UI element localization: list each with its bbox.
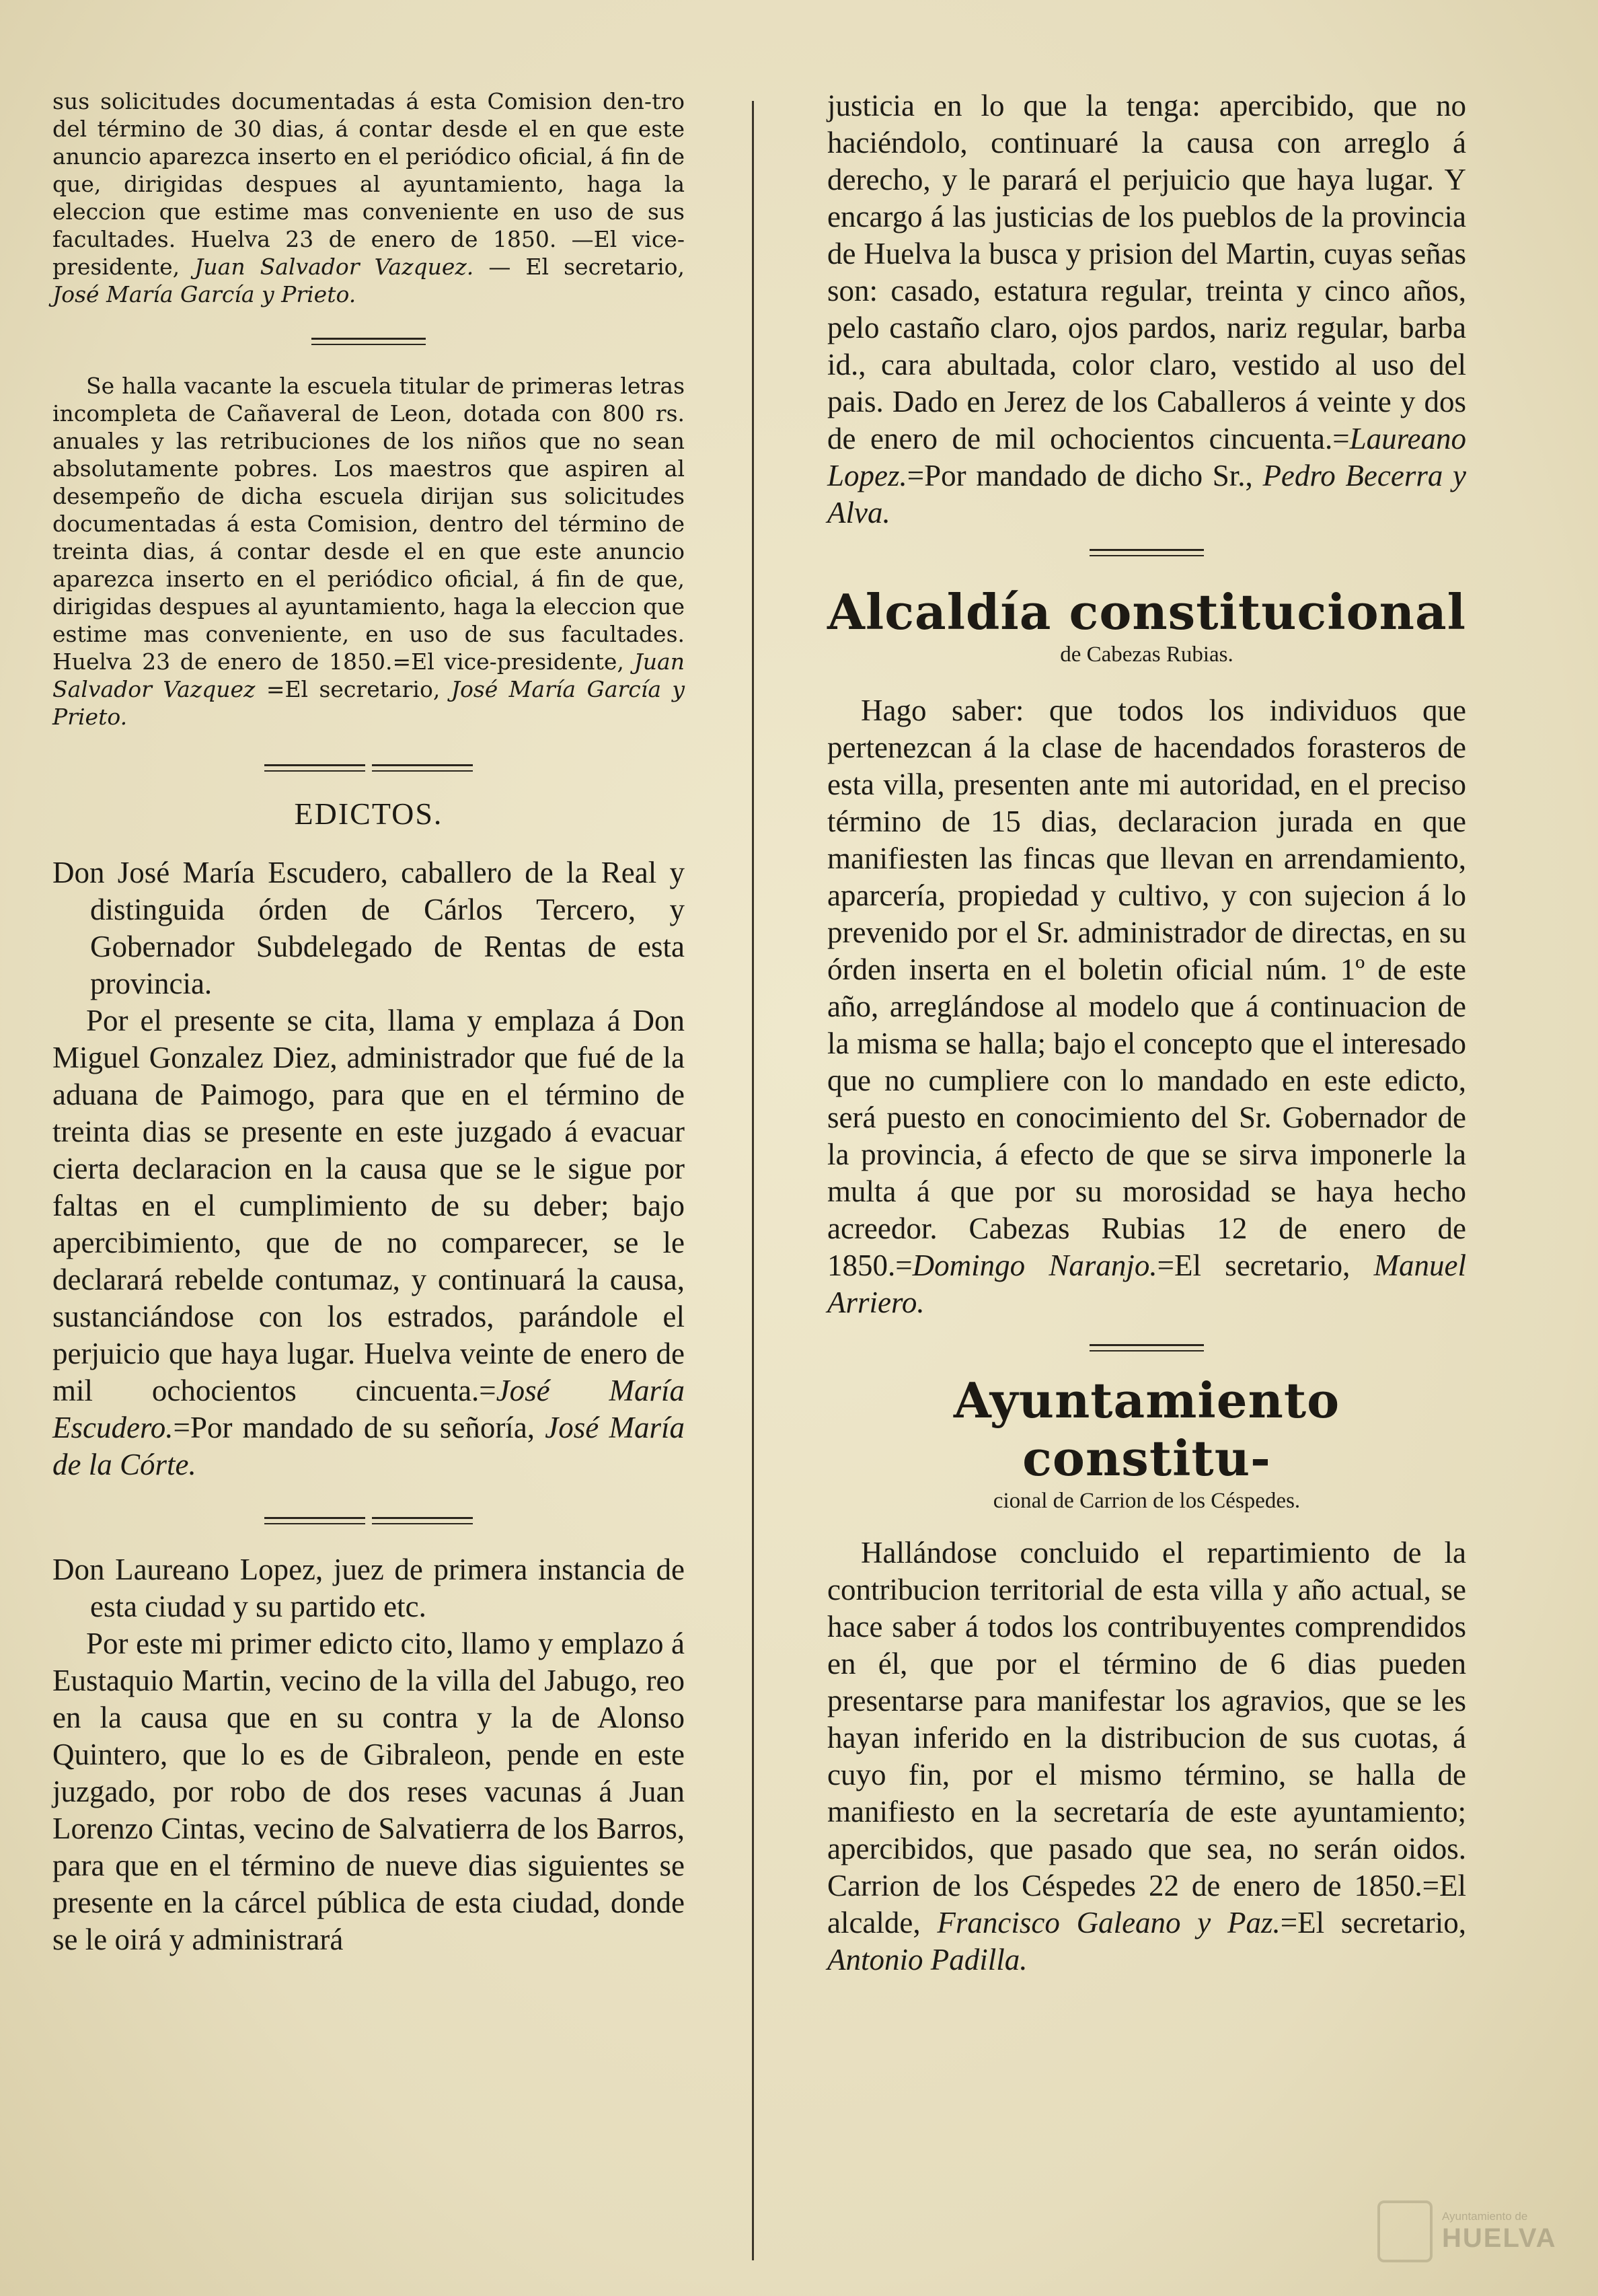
edicts-section-title: EDICTOS. bbox=[294, 797, 443, 831]
edict2-heading: Don Laureano Lopez, juez de primera instancia de esta ciudad y su partido etc. bbox=[52, 1553, 685, 1623]
edict2-body: Por este mi primer edicto cito, llamo y emplazo á Eustaquio Martin, vecino de la villa del Jabugo, reo en la causa que en su contra y la de Alonso Quintero, que lo es de Gibraleon, pende en este juzgado, por robo de dos reses vacunas á Juan Lorenzo Cintas, vecino de Salvatierra de los Barros, para que en el término de nueve dias siguientes se presente en la cárcel pública de esta ciudad, donde se le oirá y administrará bbox=[52, 1627, 685, 1956]
archive-watermark bbox=[1377, 2194, 1579, 2268]
alcaldia-body: Hago saber: que todos los individuos que pertenezcan á la clase de hacendados forasteros de esta villa, presenten ante mi autoridad, en el preciso término de 15 dias, declaracion jurada en que manifiesten las fincas que llevan en arrendamiento, aparcería, propiedad y cultivo, y con sujecion á lo prevenido por el Sr. administrador de directas, en su órden inserta en el boletin oficial núm. 1º de este año, arreglándose al modelo que á continuacion de la misma se halla; bajo el concepto que el interesado que no cumpliere con lo mandado en este edicto, será puesto en conocimiento del Sr. Gobernador de la provincia, á efecto de que se sirva imponerle la multa á que por su morosidad se haya hecho acreedor. Cabezas Rubias 12 de enero de 1850.=Domingo Naranjo.=El secretario, Manuel Arriero. bbox=[827, 694, 1466, 1319]
ayuntamiento-subtitle: cional de Carrion de los Céspedes. bbox=[993, 1489, 1301, 1513]
edict1-body: Por el presente se cita, llama y emplaza á Don Miguel Gonzalez Diez, administrador que fué de la aduana de Paimogo, para que en el término de treinta dias se presente en este juzgado á evacuar cierta declaracion en la causa que se le sigue por faltas en el cumplimiento de su deber; bajo apercibimiento, que de no comparecer, se le declarará rebelde contumaz, y continuará la causa, sustanciándose con los estrados, parándole el perjuicio que haya lugar. Huelva veinte de enero de mil ochocientos cincuenta.=José María Escudero.=Por mandado de su señoría, José María de la Córte. bbox=[52, 1004, 685, 1481]
watermark-line2: HUELVA bbox=[1442, 2223, 1557, 2253]
ayuntamiento-title: Ayuntamiento constitu- bbox=[953, 1372, 1340, 1487]
separator-rule bbox=[52, 338, 685, 345]
watermark-line1: Ayuntamiento de bbox=[1442, 2210, 1528, 2223]
separator-rule bbox=[827, 549, 1466, 556]
left-column bbox=[52, 87, 685, 1958]
column-divider bbox=[752, 101, 754, 2260]
separator-rule-double bbox=[52, 764, 685, 772]
edict2-continued: justicia en lo que la tenga: apercibido, que no haciéndolo, continuaré la causa con arreglo á derecho, y le parará el perjuicio que haya lugar. Y encargo á las justicias de los pueblos de la provincia de Huelva la busca y prision del Martin, cuyas señas son: casado, estatura regular, treinta y cinco años, pelo castaño claro, ojos pardos, nariz regular, barba id., cara abultada, color claro, vestido al uso del pais. Dado en Jerez de los Caballeros á veinte y dos de enero de mil ochocientos cincuenta.=Laureano Lopez.=Por mandado de dicho Sr., Pedro Becerra y Alva. bbox=[827, 89, 1466, 529]
separator-rule-double bbox=[52, 1517, 685, 1524]
coat-of-arms-icon bbox=[1377, 2200, 1433, 2262]
separator-rule bbox=[827, 1344, 1466, 1351]
school-notice-continued: sus solicitudes documentadas á esta Comision den-tro del término de 30 dias, á contar desde el en que este anuncio aparezca inserto en el periódico oficial, á fin de que, dirigidas despues al ayuntamiento, haga la eleccion que estime mas conveniente en uso de sus facultades. Huelva 23 de enero de 1850. —El vice-presidente, Juan Salvador Vazquez. — El secretario, José María García y Prieto. bbox=[52, 88, 685, 307]
alcaldia-title: Alcaldía constitucional bbox=[827, 583, 1466, 640]
alcaldia-subtitle: de Cabezas Rubias. bbox=[1060, 642, 1233, 667]
right-column bbox=[827, 87, 1466, 1978]
ayuntamiento-body: Hallándose concluido el repartimiento de la contribucion territorial de esta villa y año actual, se hace saber á todos los contribuyentes comprendidos en él, que por el término de 6 dias pueden presentarse para manifestar los agravios, que se les hayan inferido en la distribucion de sus cuotas, á cuyo fin, por el mismo término, se halla de manifiesto en la secretaría de este ayuntamiento; apercibidos, que pasado que sea, no serán oidos. Carrion de los Céspedes 22 de enero de 1850.=El alcalde, Francisco Galeano y Paz.=El secretario, Antonio Padilla. bbox=[827, 1536, 1466, 1976]
edict1-heading: Don José María Escudero, caballero de la Real y distinguida órden de Cárlos Tercero, y Gobernador Subdelegado de Rentas de esta provincia. bbox=[52, 856, 685, 1000]
school-vacancy-notice: Se halla vacante la escuela titular de primeras letras incompleta de Cañaveral de Leon, dotada con 800 rs. anuales y las retribuciones de los niños que no sean absolutamente pobres. Los maestros que aspiren al desempeño de dicha escuela dirijan sus solicitudes documentadas á esta Comision, dentro del término de treinta dias, á contar desde el en que este anuncio aparezca inserto en el periódico oficial, á fin de que, dirigidas despues al ayuntamiento, haga la eleccion que estime mas conveniente, en uso de sus facultades. Huelva 23 de enero de 1850.=El vice-presidente, Juan Salvador Vazquez =El secretario, José María García y Prieto. bbox=[52, 373, 685, 730]
